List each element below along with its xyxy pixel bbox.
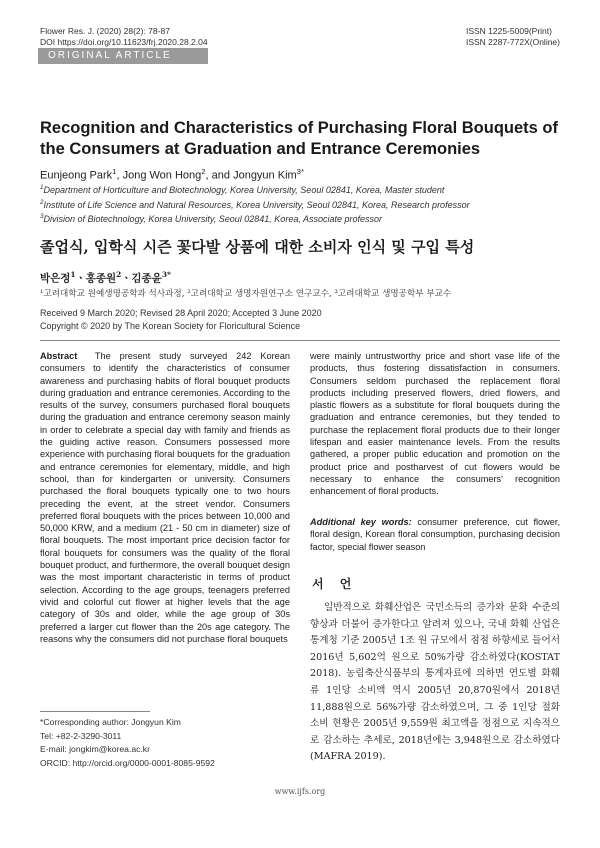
author-list: Eunjeong Park$^1$, Jong Won Hong$^2$, and Jongyun Kim$^{3*}$ bbox=[40, 167, 304, 182]
korean-title: 졸업식, 입학식 시즌 꽃다발 상품에 대한 소비자 인식 및 구입 특성 bbox=[40, 238, 475, 256]
affiliation-1-sup: 1 bbox=[40, 184, 44, 191]
korean-authors bbox=[40, 270, 171, 286]
affiliation-3-sup: 3 bbox=[40, 213, 44, 220]
paper-title: Recognition and Characteristics of Purchasing Floral Bouquets of the Consumers at Graduation and Entrance Ceremonies bbox=[40, 119, 558, 158]
keywords-text: consumer preference, cut flower, floral design, Korean floral consumption, purchasing decision factor, special flower season bbox=[310, 517, 560, 552]
korean-author-2: ㆍ홍종원 bbox=[75, 272, 117, 285]
affiliation-list bbox=[40, 182, 470, 226]
affiliation-1-text: Department of Horticulture and Biotechnology, Korea University, Seoul 02841, Korea, Master student bbox=[43, 185, 445, 195]
intro-text: 일반적으로 화훼산업은 국민소득의 증가와 문화 수준의 향상과 더불어 증가한다고 알려져 있으나, 국내 화훼 산업은 통계청 기준 2005년 1조 원 규모에서 점점 하향세로 들어서 2016년 5,602억 원으로 50%가량 감소하였다(KOSTAT 2018). 농림축산식품부의 통계자료에 의하면 연도별 화훼류 1인당 소비액 역시 2005년 20,870원에서 2018년 11,888원으로 56%가량 감소하였으며, 그 중 1인당 절화 소비 현황은 2005년 9,559원 최고액을 정점으로 지속적으로 감소하는 추세로, 2018년에는 3,948원으로 감소하였다(MAFRA 2019). bbox=[310, 602, 560, 763]
affiliation-2 bbox=[40, 197, 470, 212]
author-3: and Jongyun Kim bbox=[211, 169, 297, 182]
abstract-right-column bbox=[310, 350, 560, 498]
article-type-badge: ORIGINAL ARTICLE bbox=[38, 48, 208, 64]
article-dates bbox=[40, 307, 322, 332]
affiliation-2-text: Institute of Life Science and Natural Resources, Korea University, Seoul 02841, Korea, Research professor bbox=[43, 199, 470, 210]
abstract-text-right: were mainly untrustworthy price and short vase life of the products, thus fostering dissatisfaction in consumers. Consumers seldom purchased the replacement floral products including preserved flowers, dried flowers, and plastic flowers as a substitute for floral bouquets during the graduation and entrance ceremonies, but they tended to purchase the replacement floral products due to their longer lifespan and easier maintenance levels. From the results gathered, a proper public education and promotion on the product price and postharvest of cut flowers would be necessary to enhance the consumers' recognition enhancement of floral products. bbox=[310, 351, 560, 497]
doi-link[interactable]: DOI https://doi.org/10.11623/frj.2020.28.2.04 bbox=[40, 37, 208, 47]
section-divider bbox=[40, 340, 560, 341]
page-footer-url[interactable]: www.ijfs.org bbox=[274, 787, 326, 796]
korean-affiliation: ¹고려대학교 원예생명공학과 석사과정, ²고려대학교 생명자원연구소 연구교수, ³고려대학교 생명공학부 부교수 bbox=[40, 289, 452, 299]
copyright-line: Copyright © 2020 by The Korean Society for Floricultural Science bbox=[40, 320, 301, 331]
issn-block bbox=[466, 26, 560, 48]
affiliation-1 bbox=[40, 182, 470, 197]
korean-author-3: ㆍ김종윤 bbox=[121, 272, 162, 285]
keywords-label: Additional key words: bbox=[310, 517, 412, 527]
author-2: Jong Won Hong bbox=[122, 169, 202, 182]
orcid-line[interactable]: ORCID: http://orcid.org/0000-0001-8085-9592 bbox=[40, 757, 215, 768]
korean-author-1-sup: 1 bbox=[70, 270, 76, 279]
korean-author-3-sup: 3* bbox=[161, 270, 171, 279]
author-2-sup: 2 bbox=[201, 167, 206, 176]
affiliation-2-sup: 2 bbox=[40, 198, 44, 206]
korean-author-1: 박은정 bbox=[40, 272, 71, 285]
email-line[interactable]: E-mail: jongkim@korea.ac.kr bbox=[40, 744, 150, 754]
keywords-block bbox=[310, 516, 560, 553]
tel-line: Tel: +82-2-3290-3011 bbox=[40, 730, 122, 741]
corresponding-author: *Corresponding author: Jongyun Kim bbox=[40, 717, 181, 727]
abstract-label: Abstract bbox=[40, 351, 78, 361]
abstract-text-left: The present study surveyed 242 Korean consumers to identify the characteristics of consumer awareness and purchasing habits of floral bouquet products during graduation and entrance ceremonies. According to the results of the survey, consumers purchased floral bouquets during the graduation and entrance ceremony season mainly in order to celebrate a special day with family and friends as the guiding active reason. Consumers possessed more experience with purchasing floral bouquets for the graduation and entrance ceremonies for elementary, middle, and high school, than for kindergarten or university. Consumers purchased the floral bouquets typically one to two hours preceding the event, at the street vendor. Consumers preferred floral bouquets with the prices between 10,000 and 50,000 KRW, and a medium (21 - 50 cm in diameter) size of floral bouquets. The most important price decision factor for floral bouquets for consumers was the quality of the floral bouquet product, and furthermore, the overall bouquet design was the most important characteristic in terms of product selection. According to the age groups, teenagers preferred vivid and colorful cut flower at higher levels that the age category of 30s and older, while the age group of 30s preferred a larger cut flower than the 20s age category. The reasons why the consumers did not purchase floral bouquets bbox=[40, 351, 290, 644]
footnote-block bbox=[40, 716, 215, 770]
author-3-sup: 3* bbox=[296, 167, 304, 176]
journal-header bbox=[40, 26, 208, 48]
affiliation-3 bbox=[40, 211, 470, 226]
korean-author-2-sup: 2 bbox=[116, 270, 122, 279]
footnote-divider bbox=[40, 711, 150, 712]
received-dates: Received 9 March 2020; Revised 28 April 2020; Accepted 3 June 2020 bbox=[40, 308, 322, 318]
author-1-sup: 1 bbox=[112, 167, 117, 176]
issn-online: ISSN 2287-772X(Online) bbox=[465, 37, 560, 47]
intro-heading: 서 언 bbox=[312, 577, 358, 591]
affiliation-3-text: Division of Biotechnology, Korea University, Seoul 02841, Korea, Associate professor bbox=[43, 214, 383, 224]
journal-citation: Flower Res. J. (2020) 28(2): 78-87 bbox=[40, 26, 170, 36]
issn-print: ISSN 1225-5009(Print) bbox=[465, 26, 552, 36]
author-1: Eunjeong Park bbox=[40, 169, 113, 182]
abstract-left-column bbox=[40, 350, 290, 645]
